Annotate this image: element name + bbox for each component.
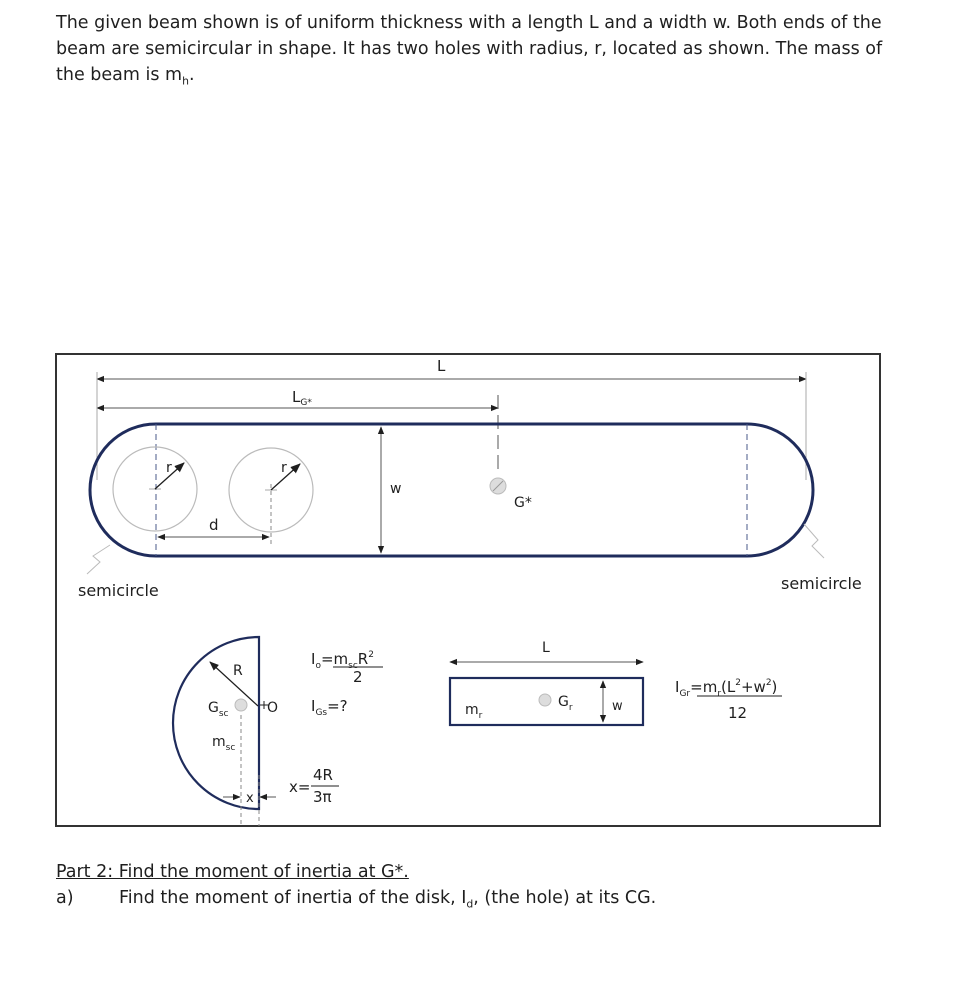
formula-IGr: $I_{Gr}=m_r(L^2+w^2)$: [675, 678, 778, 699]
d-label: d: [209, 516, 219, 534]
radius-label-2: r: [281, 460, 287, 476]
problem-text-end: .: [188, 65, 195, 85]
L-label: L: [437, 357, 446, 375]
formula-x-numerator: 4R: [313, 766, 333, 784]
part2-heading: Part 2: Find the moment of inertia at G*.: [56, 862, 409, 882]
semicircle-left-label: semicircle: [78, 581, 159, 600]
gstar-label: G*: [514, 495, 532, 511]
formula-x-denominator: 3π: [313, 788, 332, 806]
formula-Io-denominator: 2: [353, 668, 363, 686]
problem-mass-subscript: h: [182, 74, 189, 88]
beam-outline: [90, 424, 813, 556]
half-disk-centroid-symbol: [235, 699, 247, 711]
semicircle-right-pointer: [804, 524, 824, 558]
radius-label-1: r: [166, 460, 172, 476]
question-a-text-start: Find the moment of inertia of the disk, I: [119, 888, 467, 908]
formula-IGs: $I_{Gs}=$?: [311, 697, 348, 718]
w-label: w: [390, 481, 402, 497]
problem-text: The given beam shown is of uniform thickness with a length L and a width w. Both ends of the beam are semicircular in shape. It has two holes with radius, r, located as shown. The mass of the beam is m: [56, 13, 883, 85]
semicircle-right-label: semicircle: [781, 574, 862, 593]
half-disk-mass-label: $m_{sc}$: [212, 734, 236, 753]
rect-centroid-symbol: [539, 694, 551, 706]
half-disk-R-label: R: [233, 663, 243, 679]
rect-w-label: w: [612, 699, 623, 714]
rect-L-label: L: [542, 640, 550, 656]
question-a-label: a): [56, 888, 74, 908]
formula-x-left: x=: [289, 778, 311, 796]
formula-Io: $I_o=m_{sc}R^2$: [311, 650, 374, 671]
rect-mass-label: $m_r$: [465, 702, 483, 721]
formula-IGr-denominator: 12: [728, 704, 748, 722]
half-disk-O-label: O: [267, 700, 279, 716]
x-label: x: [246, 791, 254, 806]
question-a-subscript: d: [466, 897, 474, 911]
question-a-text-end: , (the hole) at its CG.: [473, 888, 657, 908]
question-a-text: [119, 888, 657, 911]
rect-G-label: $G_r$: [558, 694, 573, 713]
half-disk-outline: [173, 637, 259, 809]
half-disk-G-label: $G_{sc}$: [208, 700, 229, 719]
LG-label: $L_{G*}$: [292, 388, 312, 408]
semicircle-left-pointer: [87, 545, 110, 574]
